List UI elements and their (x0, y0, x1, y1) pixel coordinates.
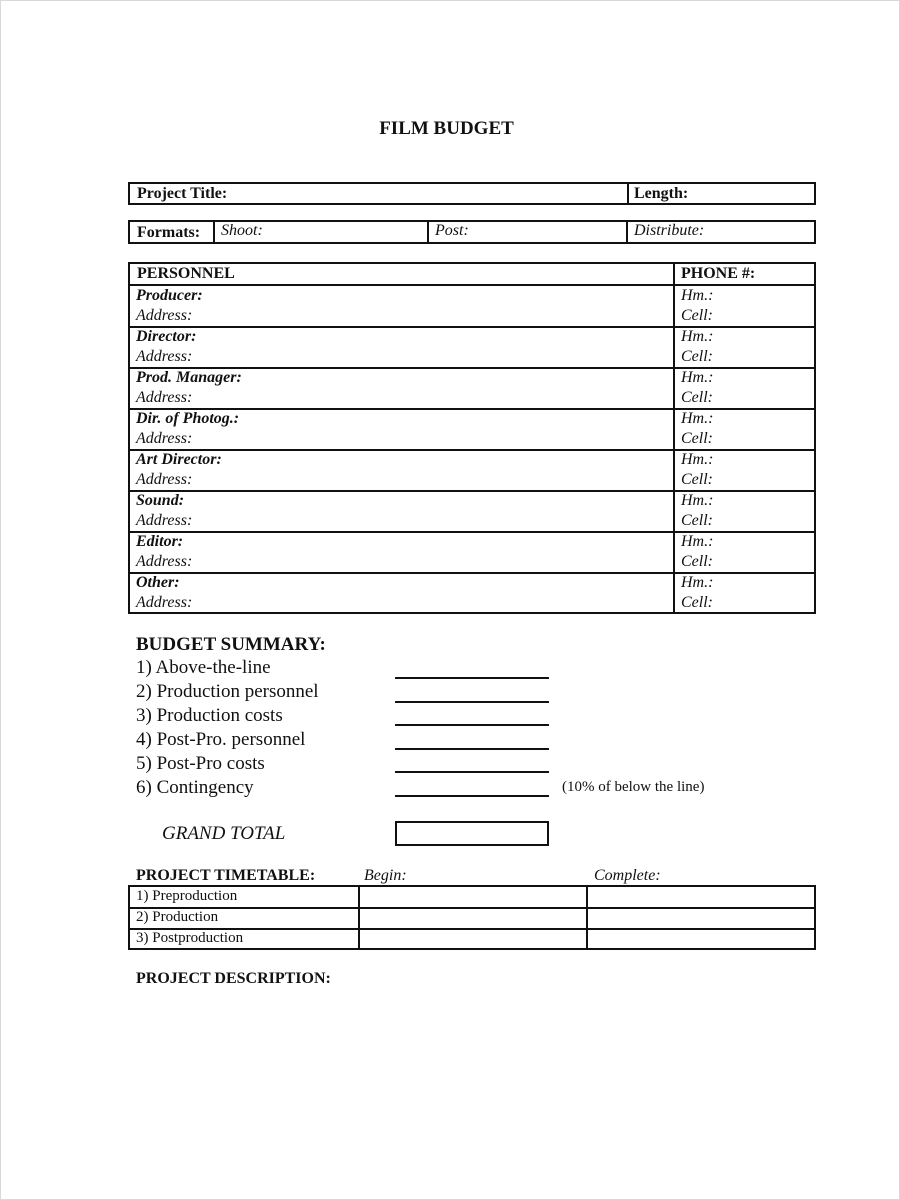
cell-phone-label: Cell: (681, 430, 713, 447)
budget-summary-heading: BUDGET SUMMARY: (136, 634, 326, 655)
post-label: Post: (435, 222, 469, 239)
divider (586, 887, 588, 948)
home-phone-label: Hm.: (681, 574, 714, 591)
home-phone-label: Hm.: (681, 410, 714, 427)
personnel-row (130, 327, 814, 368)
timetable-phase: 3) Postproduction (136, 930, 244, 946)
budget-summary-item: 6) Contingency (136, 777, 254, 798)
home-phone-label: Hm.: (681, 369, 714, 386)
divider (626, 222, 628, 242)
project-title-box (128, 182, 816, 205)
home-phone-label: Hm.: (681, 287, 714, 304)
address-label: Address: (136, 471, 193, 488)
cell-phone-label: Cell: (681, 307, 713, 324)
grand-total-label: GRAND TOTAL (162, 823, 286, 844)
budget-summary-item: 4) Post-Pro. personnel (136, 729, 306, 750)
timetable-phase: 2) Production (136, 909, 219, 925)
timetable-table (128, 885, 816, 950)
personnel-role-label: Editor: (136, 533, 184, 550)
personnel-row (130, 409, 814, 450)
divider (358, 887, 360, 948)
home-phone-label: Hm.: (681, 492, 714, 509)
cell-phone-label: Cell: (681, 594, 713, 611)
personnel-row (130, 286, 814, 327)
divider (627, 184, 629, 203)
budget-summary-item: 2) Production personnel (136, 681, 319, 702)
personnel-rows (130, 286, 814, 612)
personnel-row (130, 573, 814, 614)
budget-amount-line[interactable] (395, 701, 549, 703)
budget-amount-line[interactable] (395, 724, 549, 726)
personnel-row (130, 368, 814, 409)
timetable-heading: PROJECT TIMETABLE: (136, 867, 316, 884)
cell-phone-label: Cell: (681, 389, 713, 406)
begin-label: Begin: (364, 867, 407, 884)
formats-label: Formats: (137, 224, 201, 241)
personnel-role-label: Art Director: (136, 451, 222, 468)
complete-label: Complete: (594, 867, 661, 884)
row-divider (130, 907, 814, 909)
budget-summary-item: 3) Production costs (136, 705, 283, 726)
address-label: Address: (136, 553, 193, 570)
length-label: Length: (634, 185, 689, 202)
budget-summary-item: 1) Above-the-line (136, 657, 271, 678)
cell-phone-label: Cell: (681, 553, 713, 570)
address-label: Address: (136, 307, 193, 324)
address-label: Address: (136, 512, 193, 529)
page-title: FILM BUDGET (379, 118, 514, 139)
personnel-role-label: Sound: (136, 492, 185, 509)
home-phone-label: Hm.: (681, 451, 714, 468)
personnel-role-label: Other: (136, 574, 180, 591)
cell-phone-label: Cell: (681, 348, 713, 365)
personnel-row (130, 491, 814, 532)
budget-amount-line[interactable] (395, 795, 549, 797)
phone-heading: PHONE #: (681, 265, 756, 282)
home-phone-label: Hm.: (681, 533, 714, 550)
address-label: Address: (136, 389, 193, 406)
personnel-role-label: Dir. of Photog.: (136, 410, 240, 427)
formats-box (128, 220, 816, 244)
personnel-table (128, 262, 816, 614)
personnel-row (130, 450, 814, 491)
personnel-role-label: Director: (136, 328, 197, 345)
budget-amount-line[interactable] (395, 748, 549, 750)
distribute-label: Distribute: (634, 222, 705, 239)
address-label: Address: (136, 430, 193, 447)
personnel-role-label: Producer: (136, 287, 203, 304)
personnel-row (130, 532, 814, 573)
budget-summary-item: 5) Post-Pro costs (136, 753, 265, 774)
cell-phone-label: Cell: (681, 512, 713, 529)
timetable-phase: 1) Preproduction (136, 888, 238, 904)
address-label: Address: (136, 348, 193, 365)
personnel-role-label: Prod. Manager: (136, 369, 242, 386)
divider (213, 222, 215, 242)
grand-total-box[interactable] (395, 821, 549, 846)
project-title-label: Project Title: (137, 185, 228, 202)
description-heading: PROJECT DESCRIPTION: (136, 970, 331, 987)
address-label: Address: (136, 594, 193, 611)
divider (427, 222, 429, 242)
personnel-heading: PERSONNEL (137, 265, 235, 282)
cell-phone-label: Cell: (681, 471, 713, 488)
contingency-note: (10% of below the line) (562, 779, 705, 795)
budget-amount-line[interactable] (395, 677, 549, 679)
shoot-label: Shoot: (221, 222, 263, 239)
budget-amount-line[interactable] (395, 771, 549, 773)
home-phone-label: Hm.: (681, 328, 714, 345)
